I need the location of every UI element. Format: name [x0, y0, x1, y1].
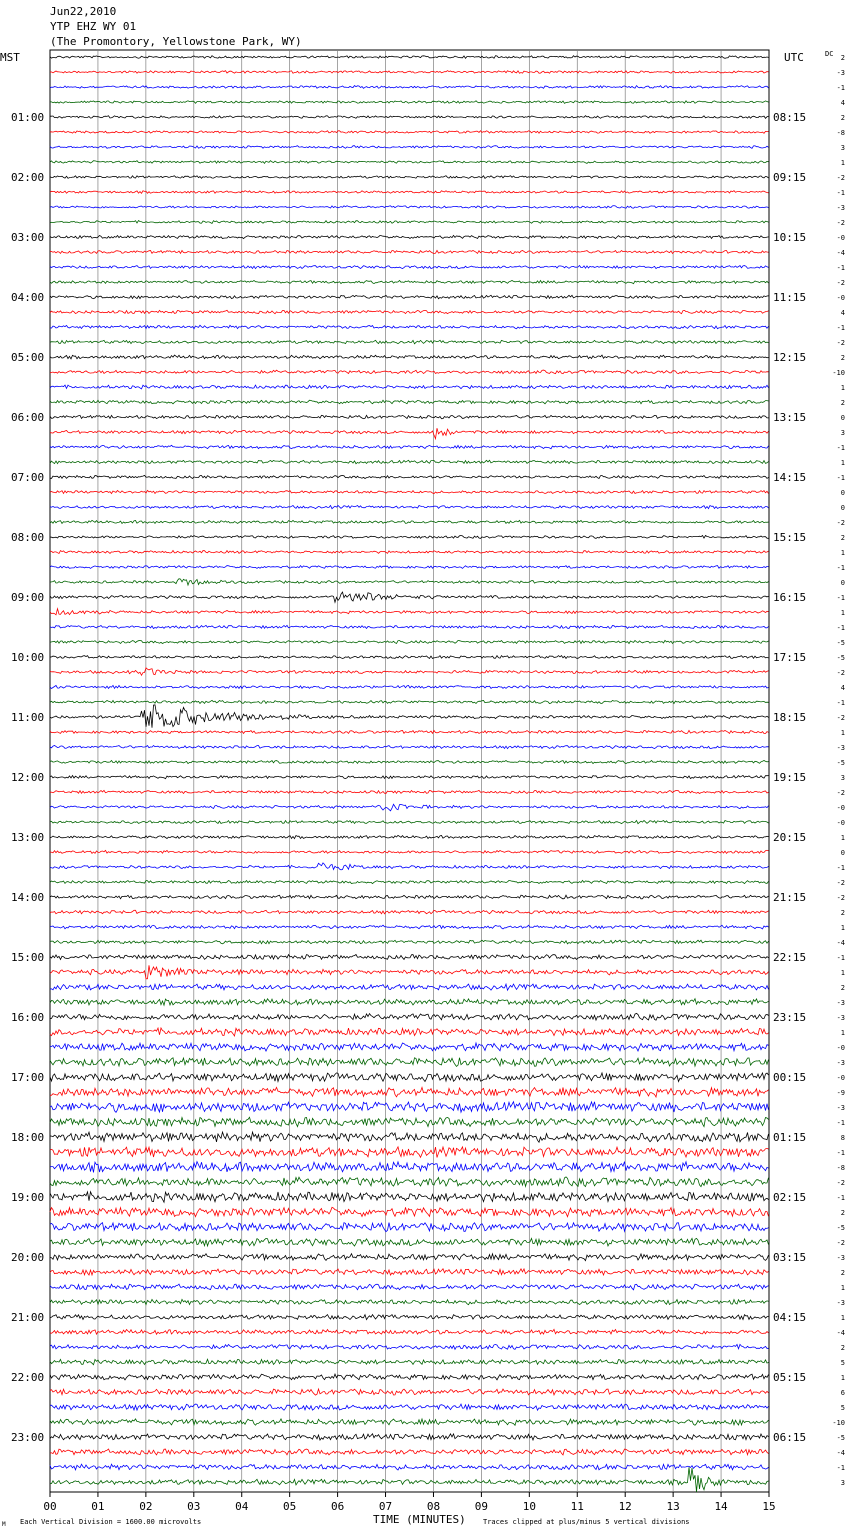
dc-offset: -0	[836, 804, 845, 812]
dc-offset: 0	[840, 579, 845, 587]
mst-hour-label: 10:00	[11, 651, 45, 664]
dc-offset: -8	[836, 129, 845, 137]
dc-offset: -1	[836, 189, 845, 197]
dc-offset: 1	[840, 1284, 845, 1292]
trace-row	[50, 1404, 769, 1410]
x-tick-label: 07	[378, 1500, 393, 1513]
trace-row	[50, 146, 769, 149]
dc-offset: 3	[840, 774, 845, 782]
dc-offset: -3	[836, 1104, 845, 1112]
mst-hour-label: 04:00	[11, 291, 45, 304]
dc-offset: 2	[840, 984, 845, 992]
dc-offset: -3	[836, 999, 845, 1007]
trace-row	[50, 761, 769, 764]
mst-hour-labels	[11, 111, 44, 1444]
dc-offset: 1	[840, 1029, 845, 1037]
x-tick-label: 05	[283, 1500, 297, 1513]
mst-hour-label: 07:00	[11, 471, 45, 484]
dc-offset: 1	[840, 969, 845, 977]
trace-row	[50, 863, 769, 870]
dc-offset: 1	[840, 159, 845, 167]
x-tick-label: 10	[522, 1500, 536, 1513]
trace-row	[50, 1132, 769, 1142]
trace-row	[50, 355, 769, 359]
trace-row	[50, 1299, 769, 1304]
trace-row	[50, 1192, 769, 1202]
clip-note: Traces clipped at plus/minus 5 vertical divisions	[483, 1518, 690, 1526]
dc-offset: 2	[840, 1269, 845, 1277]
dc-offset: 3	[840, 144, 845, 152]
dc-offset: -2	[836, 279, 845, 287]
utc-hour-label: 22:15	[773, 951, 807, 964]
trace-row	[50, 536, 769, 539]
trace-row	[50, 656, 769, 659]
dc-offset: -3	[836, 69, 845, 77]
utc-hour-labels	[773, 111, 806, 1444]
trace-row	[50, 1419, 769, 1425]
trace-row	[50, 965, 769, 979]
trace-row	[50, 415, 769, 418]
trace-row	[50, 895, 769, 899]
trace-row	[50, 1223, 769, 1232]
trace-row	[50, 325, 769, 329]
dc-offset: -0	[836, 819, 845, 827]
dc-offset: 1	[840, 384, 845, 392]
trace-row	[50, 1467, 769, 1492]
mst-hour-label: 18:00	[11, 1131, 45, 1144]
x-tick-label: 02	[139, 1500, 153, 1513]
scale-note: Each Vertical Division = 1600.00 microvolts	[20, 1518, 202, 1526]
dc-offset: -1	[836, 324, 845, 332]
dc-offset: 1	[840, 549, 845, 557]
dc-offset: 0	[840, 504, 845, 512]
seismic-traces	[50, 56, 769, 1492]
utc-hour-label: 11:15	[773, 291, 807, 304]
trace-row	[50, 250, 769, 253]
dc-offset: -3	[836, 204, 845, 212]
dc-offset: 2	[840, 909, 845, 917]
trace-row	[50, 221, 769, 224]
trace-row	[50, 385, 769, 389]
dc-offset: -1	[836, 474, 845, 482]
utc-hour-label: 01:15	[773, 1131, 807, 1144]
trace-row	[50, 790, 769, 793]
utc-hour-label: 04:15	[773, 1311, 807, 1324]
trace-row	[50, 520, 769, 523]
mst-hour-label: 09:00	[11, 591, 45, 604]
dc-offset: 1	[840, 609, 845, 617]
trace-row	[50, 86, 769, 89]
dc-offset: -2	[836, 714, 845, 722]
mst-hour-label: 13:00	[11, 831, 45, 844]
trace-row	[50, 1449, 769, 1455]
utc-hour-label: 14:15	[773, 471, 807, 484]
dc-offset: -2	[836, 174, 845, 182]
trace-row	[50, 1117, 769, 1126]
dc-offset: 6	[840, 1389, 845, 1397]
trace-row	[50, 370, 769, 374]
dc-offset: -3	[836, 1254, 845, 1262]
x-tick-label: 11	[570, 1500, 584, 1513]
trace-row	[50, 746, 769, 749]
trace-row	[50, 804, 769, 811]
mst-hour-label: 01:00	[11, 111, 45, 124]
trace-row	[50, 1058, 769, 1067]
dc-offset: -4	[836, 1449, 845, 1457]
trace-row	[50, 1359, 769, 1364]
trace-row	[50, 176, 769, 179]
x-tick-label: 08	[426, 1500, 441, 1513]
dc-offset: 0	[840, 849, 845, 857]
x-tick-label: 01	[91, 1500, 105, 1513]
dc-offset: -0	[836, 294, 845, 302]
trace-row	[50, 551, 769, 554]
trace-row	[50, 955, 769, 960]
trace-row	[50, 490, 769, 493]
dc-offset: -8	[836, 1164, 845, 1172]
mst-hour-label: 16:00	[11, 1011, 45, 1024]
dc-offset: -1	[836, 1194, 845, 1202]
x-tick-label: 09	[474, 1500, 489, 1513]
dc-offset: -2	[836, 669, 845, 677]
trace-row	[50, 56, 769, 59]
trace-row	[50, 1254, 769, 1261]
trace-row	[50, 775, 769, 778]
trace-row	[50, 71, 769, 74]
utc-hour-label: 08:15	[773, 111, 807, 124]
dc-offset: 1	[840, 1374, 845, 1382]
dc-offset: -1	[836, 264, 845, 272]
mst-hour-label: 15:00	[11, 951, 45, 964]
mst-hour-label: 02:00	[11, 171, 45, 184]
dc-offset: 2	[840, 354, 845, 362]
utc-hour-label: 19:15	[773, 771, 807, 784]
utc-hour-label: 16:15	[773, 591, 807, 604]
trace-row	[50, 1013, 769, 1020]
trace-row	[50, 1043, 769, 1051]
header-date: Jun22,2010	[50, 5, 117, 18]
trace-row	[50, 340, 769, 344]
dc-offset: 5	[840, 1404, 845, 1412]
dc-offset: 4	[840, 684, 845, 692]
corner-mark: M	[2, 1521, 6, 1528]
header-location: (The Promontory, Yellowstone Park, WY)	[50, 35, 302, 48]
trace-row	[50, 835, 769, 838]
dc-offset: -0	[836, 1044, 845, 1052]
dc-offset: 0	[840, 414, 845, 422]
trace-row	[50, 428, 769, 439]
x-axis-ticks	[43, 1492, 775, 1513]
trace-row	[50, 445, 769, 449]
utc-hour-label: 00:15	[773, 1071, 807, 1084]
dc-offset: -2	[836, 519, 845, 527]
trace-row	[50, 475, 769, 478]
dc-offset: -5	[836, 639, 845, 647]
dc-offset: -3	[836, 1014, 845, 1022]
mst-hour-label: 19:00	[11, 1191, 45, 1204]
trace-row	[50, 1238, 769, 1246]
dc-offset: -1	[836, 699, 845, 707]
x-tick-label: 06	[330, 1500, 345, 1513]
x-tick-label: 00	[43, 1500, 57, 1513]
trace-row	[50, 566, 769, 569]
dc-offset: 2	[840, 54, 845, 62]
dc-offset: 1	[840, 729, 845, 737]
utc-hour-label: 20:15	[773, 831, 807, 844]
utc-hour-label: 23:15	[773, 1011, 807, 1024]
x-tick-label: 14	[714, 1500, 728, 1513]
mst-hour-label: 21:00	[11, 1311, 45, 1324]
trace-row	[50, 310, 769, 313]
utc-hour-label: 12:15	[773, 351, 807, 364]
dc-offset: 1	[840, 924, 845, 932]
trace-row	[50, 1087, 769, 1097]
right-axis-label: UTC	[784, 51, 804, 64]
trace-row	[50, 579, 769, 585]
trace-row	[50, 191, 769, 194]
dc-offset: -1	[836, 594, 845, 602]
x-tick-label: 15	[762, 1500, 776, 1513]
utc-hour-label: 15:15	[773, 531, 807, 544]
dc-offset: -2	[836, 894, 845, 902]
mst-hour-label: 11:00	[11, 711, 45, 724]
dc-label: DC	[825, 50, 834, 58]
x-axis-label: TIME (MINUTES)	[373, 1513, 466, 1526]
dc-offset: 2	[840, 114, 845, 122]
trace-row	[50, 1315, 769, 1320]
trace-row	[50, 880, 769, 883]
utc-hour-label: 03:15	[773, 1251, 807, 1264]
dc-offset: 1	[840, 834, 845, 842]
utc-hour-label: 09:15	[773, 171, 807, 184]
dc-offset: -2	[836, 879, 845, 887]
dc-offset: 0	[840, 489, 845, 497]
dc-offset: -9	[836, 1089, 845, 1097]
mst-hour-label: 14:00	[11, 891, 45, 904]
trace-row	[50, 940, 769, 944]
trace-row	[50, 1073, 769, 1082]
mst-hour-label: 08:00	[11, 531, 45, 544]
dc-offset: 1	[840, 459, 845, 467]
dc-offset: -1	[836, 1119, 845, 1127]
dc-offset: 2	[840, 1344, 845, 1352]
dc-offset: -2	[836, 789, 845, 797]
trace-row	[50, 161, 769, 164]
dc-offset: -1	[836, 954, 845, 962]
x-tick-label: 03	[187, 1500, 201, 1513]
x-tick-label: 04	[235, 1500, 249, 1513]
trace-row	[50, 266, 769, 269]
trace-row	[50, 1269, 769, 1275]
dc-offset: -1	[836, 1464, 845, 1472]
trace-row	[50, 1162, 769, 1173]
dc-offset: 4	[840, 99, 845, 107]
trace-row	[50, 640, 769, 643]
dc-offset: -3	[836, 744, 845, 752]
dc-offset: -0	[836, 1074, 845, 1082]
utc-hour-label: 18:15	[773, 711, 807, 724]
utc-hour-label: 05:15	[773, 1371, 807, 1384]
dc-offset: -3	[836, 1299, 845, 1307]
dc-offset: -1	[836, 444, 845, 452]
trace-row	[50, 206, 769, 209]
dc-offset: 2	[840, 399, 845, 407]
trace-row	[50, 910, 769, 914]
trace-row	[50, 116, 769, 119]
dc-offset: -1	[836, 624, 845, 632]
mst-hour-label: 22:00	[11, 1371, 45, 1384]
utc-hour-label: 21:15	[773, 891, 807, 904]
dc-offset: -2	[836, 339, 845, 347]
mst-hour-label: 20:00	[11, 1251, 45, 1264]
trace-row	[50, 705, 769, 728]
trace-row	[50, 1344, 769, 1349]
trace-row	[50, 101, 769, 104]
trace-row	[50, 821, 769, 824]
trace-row	[50, 625, 769, 628]
trace-row	[50, 281, 769, 284]
dc-offset-labels	[832, 54, 845, 1487]
trace-row	[50, 131, 769, 134]
dc-offset: 1	[840, 1314, 845, 1322]
trace-row	[50, 668, 769, 676]
dc-offset: -3	[836, 1059, 845, 1067]
x-tick-label: 12	[618, 1500, 632, 1513]
dc-offset: -1	[836, 564, 845, 572]
trace-row	[50, 1389, 769, 1395]
trace-row	[50, 850, 769, 853]
trace-row	[50, 592, 769, 602]
trace-row	[50, 1434, 769, 1440]
left-axis-label: MST	[0, 51, 20, 64]
trace-row	[50, 700, 769, 703]
mst-hour-label: 03:00	[11, 231, 45, 244]
trace-row	[50, 1284, 769, 1290]
dc-offset: -2	[836, 1179, 845, 1187]
trace-row	[50, 999, 769, 1006]
trace-row	[50, 925, 769, 929]
dc-offset: -5	[836, 1434, 845, 1442]
dc-offset: 2	[840, 534, 845, 542]
dc-offset: -4	[836, 249, 845, 257]
dc-offset: -5	[836, 759, 845, 767]
trace-row	[50, 984, 769, 990]
trace-row	[50, 295, 769, 298]
dc-offset: 5	[840, 1359, 845, 1367]
dc-offset: 3	[840, 1479, 845, 1487]
mst-hour-label: 12:00	[11, 771, 45, 784]
utc-hour-label: 17:15	[773, 651, 807, 664]
utc-hour-label: 02:15	[773, 1191, 807, 1204]
dc-offset: -1	[836, 1149, 845, 1157]
dc-offset: -5	[836, 654, 845, 662]
utc-hour-label: 13:15	[773, 411, 807, 424]
dc-offset: -2	[836, 1239, 845, 1247]
minute-grid	[98, 50, 721, 1492]
dc-offset: 4	[840, 309, 845, 317]
header-station: YTP EHZ WY 01	[50, 20, 137, 33]
dc-offset: 2	[840, 1209, 845, 1217]
mst-hour-label: 23:00	[11, 1431, 45, 1444]
trace-row	[50, 400, 769, 404]
trace-row	[50, 506, 769, 509]
trace-row	[50, 685, 769, 688]
mst-hour-label: 17:00	[11, 1071, 45, 1084]
trace-row	[50, 1028, 769, 1036]
trace-row	[50, 1329, 769, 1334]
dc-offset: 8	[840, 1134, 845, 1142]
dc-offset: -2	[836, 219, 845, 227]
utc-hour-label: 06:15	[773, 1431, 807, 1444]
trace-row	[50, 1207, 769, 1216]
trace-row	[50, 1464, 769, 1470]
dc-offset: -0	[836, 234, 845, 242]
utc-hour-label: 10:15	[773, 231, 807, 244]
trace-row	[50, 730, 769, 733]
trace-row	[50, 460, 769, 463]
dc-offset: -5	[836, 1224, 845, 1232]
trace-row	[50, 609, 769, 615]
trace-row	[50, 1177, 769, 1187]
trace-row	[50, 1374, 769, 1380]
dc-offset: -4	[836, 1329, 845, 1337]
trace-row	[50, 235, 769, 238]
dc-offset: -10	[832, 369, 845, 377]
dc-offset: 3	[840, 429, 845, 437]
dc-offset: -1	[836, 84, 845, 92]
dc-offset: -10	[832, 1419, 845, 1427]
trace-row	[50, 1147, 769, 1158]
mst-hour-label: 05:00	[11, 351, 45, 364]
dc-offset: -4	[836, 939, 845, 947]
dc-offset: -1	[836, 864, 845, 872]
trace-row	[50, 1102, 769, 1113]
x-tick-label: 13	[666, 1500, 680, 1513]
mst-hour-label: 06:00	[11, 411, 45, 424]
